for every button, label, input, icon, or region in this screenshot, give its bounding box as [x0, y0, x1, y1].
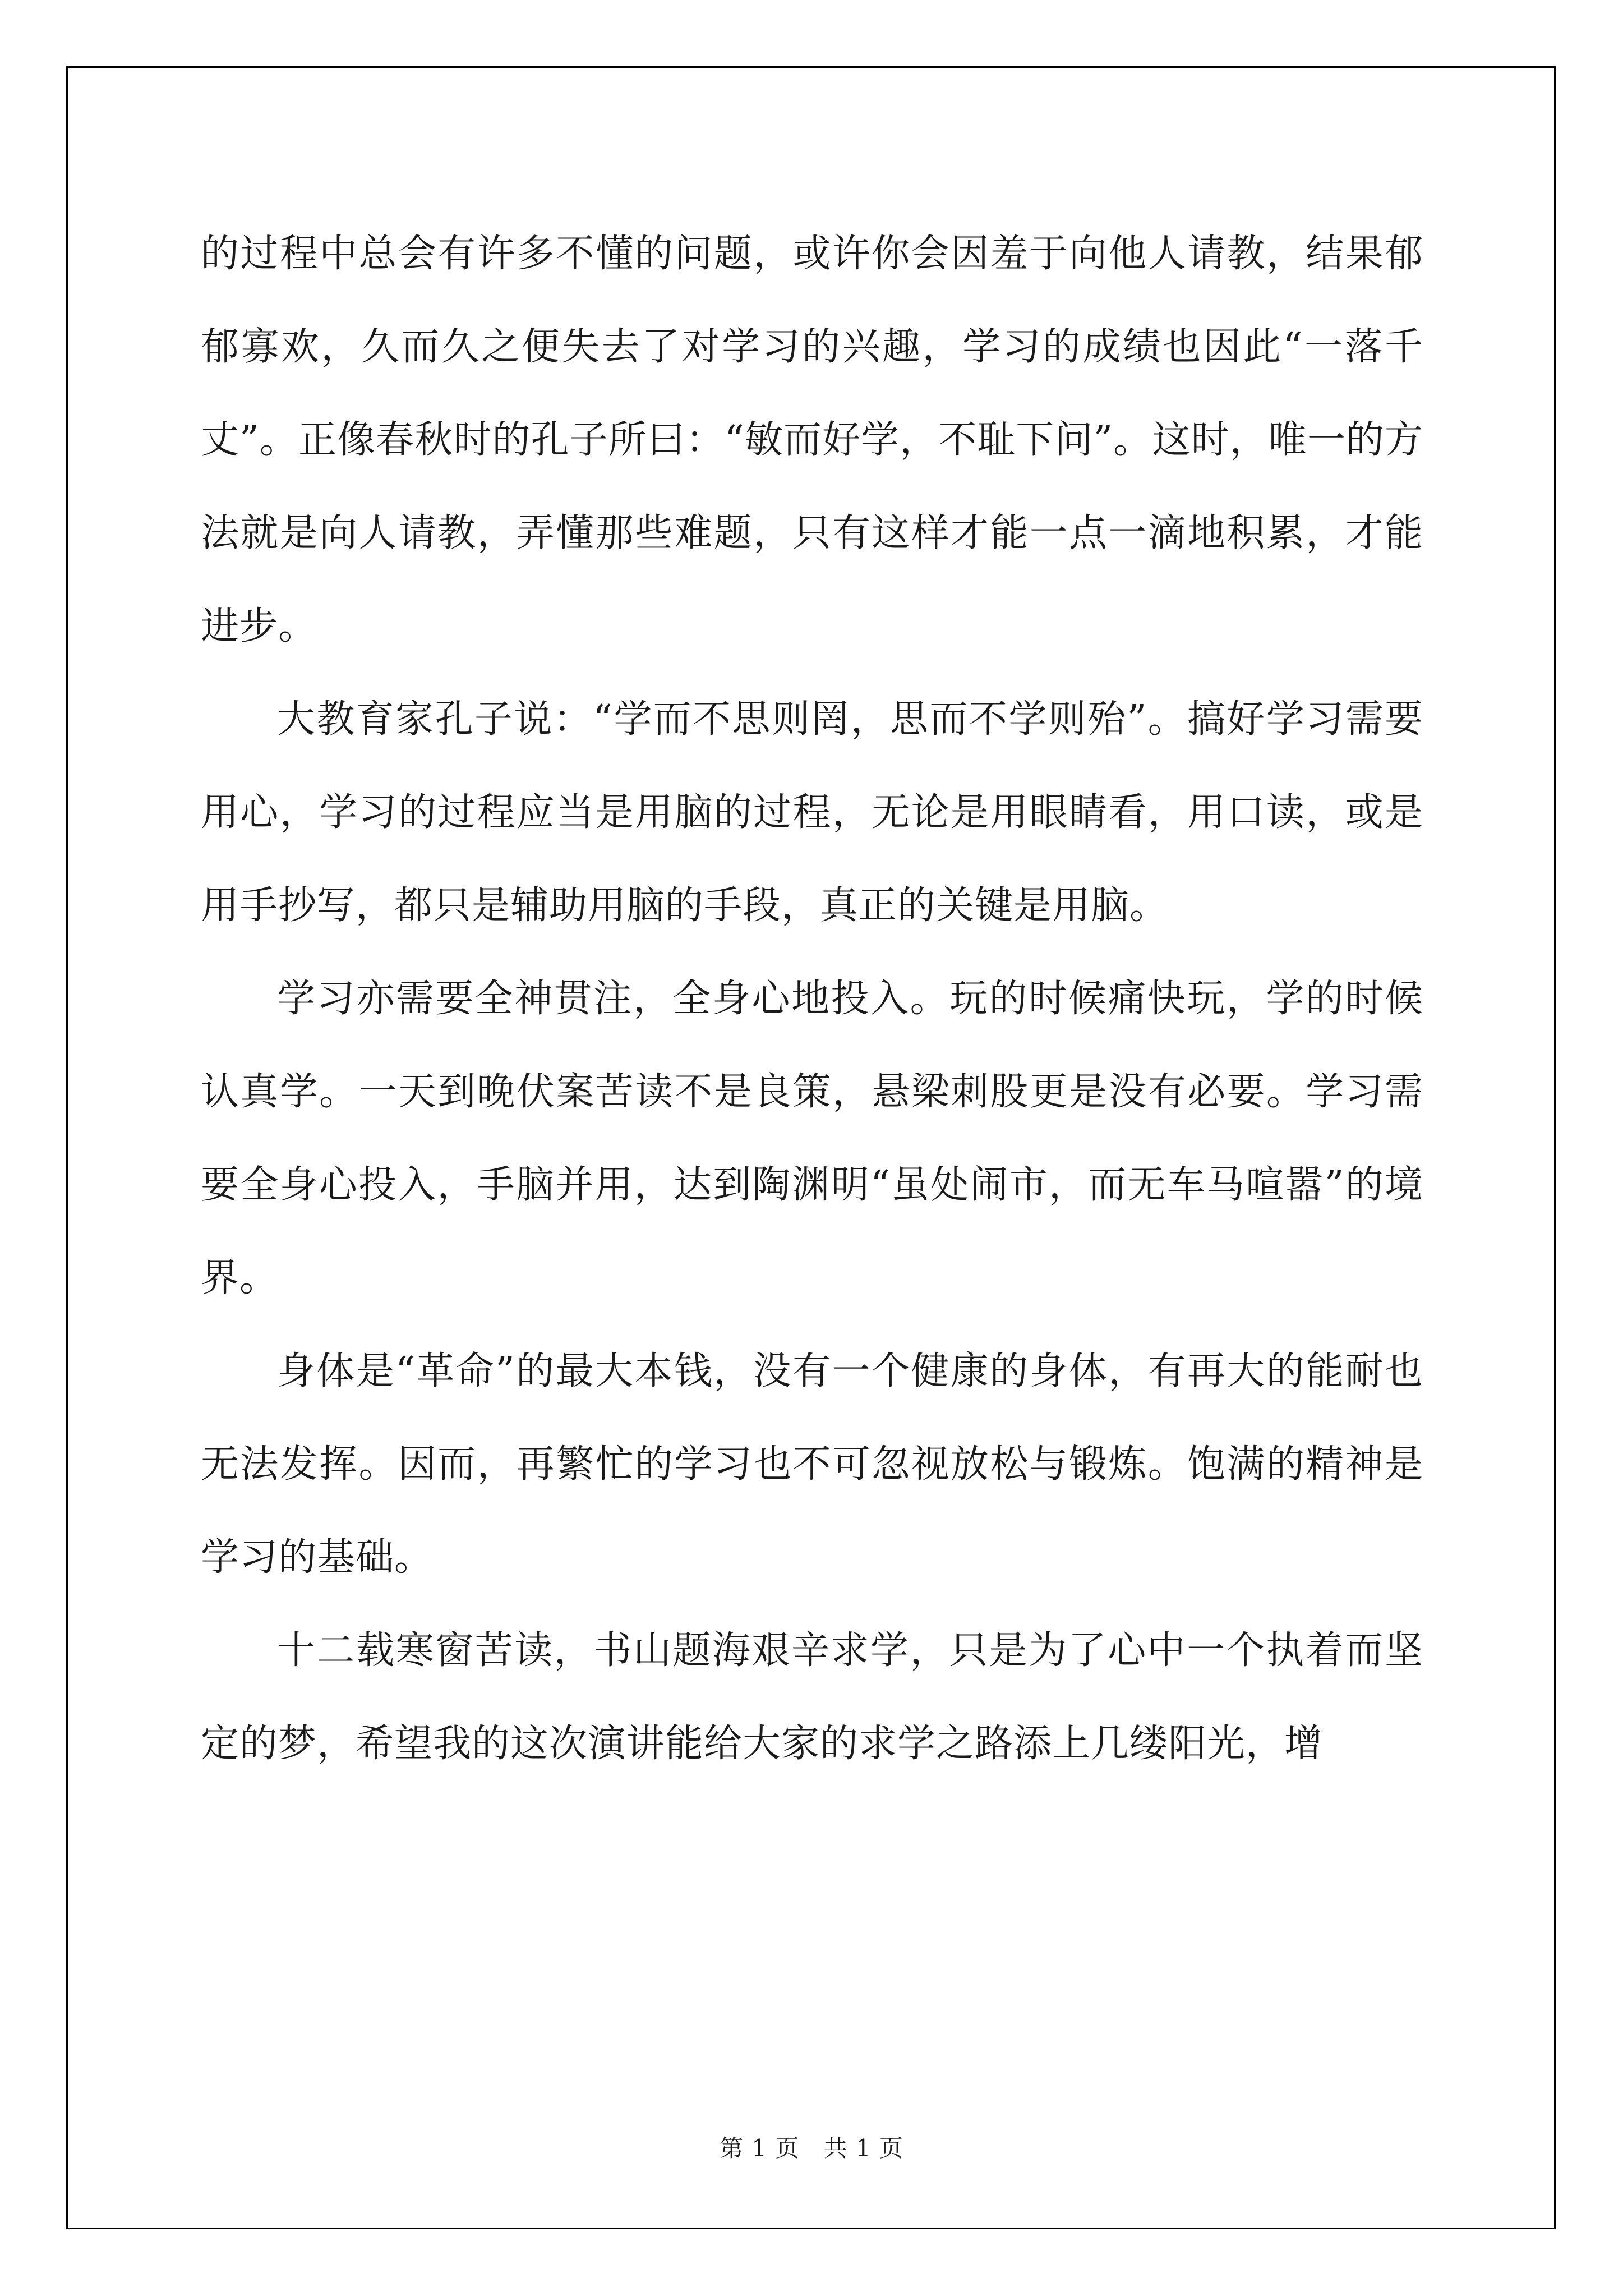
- paragraph: 大教育家孔子说：“学而不思则罔，思而不学则殆”。搞好学习需要用心，学习的过程应当是用脑的过程，无论是用眼睛看，用口读，或是用手抄写，都只是辅助用脑的手段，真正的关键是用脑。: [201, 697, 1423, 928]
- page-number-footer: 第 1 页 共 1 页: [720, 2134, 903, 2162]
- paragraph: 的过程中总会有许多不懂的问题，或许你会因羞于向他人请教，结果郁郁寡欢，久而久之便失去了对学习的兴趣，学习的成绩也因此“一落千丈”。正像春秋时的孔子所曰：“敏而好学，不耻下问”。这时，唯一的方法就是向人请教，弄懂那些难题，只有这样才能一点一滴地积累，才能进步。: [201, 232, 1423, 648]
- paragraph: 身体是“革命”的最大本钱，没有一个健康的身体，有再大的能耐也无法发挥。因而，再繁忙的学习也不可忽视放松与锻炼。饱满的精神是学习的基础。: [201, 1349, 1423, 1580]
- paragraph: 学习亦需要全神贯注，全身心地投入。玩的时候痛快玩，学的时候认真学。一天到晚伏案苦读不是良策，悬梁刺股更是没有必要。学习需要全身心投入，手脑并用，达到陶渊明“虽处闹市，而无车马喧嚣”的境界。: [201, 977, 1423, 1300]
- paragraph: 十二载寒窗苦读，书山题海艰辛求学，只是为了心中一个执着而坚定的梦，希望我的这次演讲能给大家的求学之路添上几缕阳光，增: [201, 1628, 1423, 1766]
- document-body: [201, 208, 1423, 1791]
